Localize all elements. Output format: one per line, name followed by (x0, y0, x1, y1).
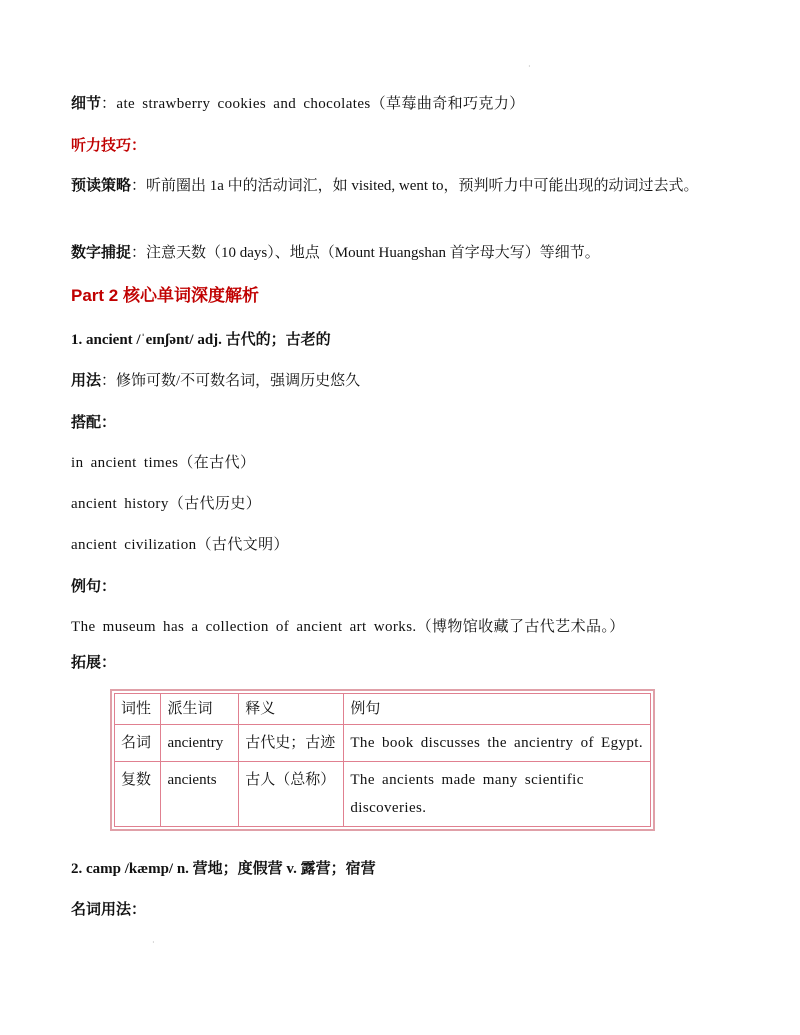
example-sentence: The museum has a collection of ancient art works.（博物馆收藏了古代艺术品。） (71, 619, 625, 635)
word1-usage (71, 371, 360, 391)
derivatives-table (110, 689, 655, 831)
bottom-mark: · (152, 938, 155, 947)
collocation-label: 搭配： (71, 415, 117, 431)
table-cell-example: The ancients made many scientific discoveries. (344, 762, 651, 827)
table-header-cell: 释义 (239, 694, 344, 725)
preview-text: ：听前圈出 1a 中的活动词汇，如 visited, went to，预判听力中可能出现的动词过去式。 (131, 178, 699, 194)
usage-text: ：修饰可数/不可数名词，强调历史悠久 (101, 373, 361, 389)
collocation-item: ancient civilization（古代文明） (71, 537, 289, 553)
listening-tips-title: 听力技巧： (71, 138, 147, 154)
table-row (115, 762, 651, 827)
preview-strategy (71, 172, 711, 200)
extension-label: 拓展： (71, 655, 117, 671)
collocation-item: ancient history（古代历史） (71, 496, 262, 512)
collocation-item: in ancient times（在古代） (71, 455, 256, 471)
table-header-cell: 派生词 (161, 694, 239, 725)
detail-line (71, 94, 525, 114)
table-cell-word: ancientry (161, 725, 239, 762)
table-cell-meaning: 古代史；古迹 (239, 725, 344, 762)
part2-title: Part 2 核心单词深度解析 (71, 286, 259, 305)
detail-label: 细节 (71, 96, 102, 112)
word2-heading: 2. camp /kæmp/ n. 营地；度假营 v. 露营；宿营 (71, 861, 376, 877)
table-header-cell: 例句 (344, 694, 651, 725)
noun-usage-label: 名词用法： (71, 902, 147, 918)
example-label: 例句： (71, 579, 117, 595)
table-cell-example: The book discusses the ancientry of Egypt. (344, 725, 651, 762)
number-capture (71, 243, 600, 263)
numbers-text: ：注意天数（10 days）、地点（Mount Huangshan 首字母大写）等细节。 (131, 245, 600, 261)
table-cell-pos: 名词 (115, 725, 161, 762)
table-cell-meaning: 古人（总称） (239, 762, 344, 827)
table-cell-pos: 复数 (115, 762, 161, 827)
top-mark: · (528, 62, 531, 71)
detail-text: ：ate strawberry cookies and chocolates（草莓曲奇和巧克力） (101, 96, 525, 112)
table-cell-word: ancients (161, 762, 239, 827)
numbers-label: 数字捕捉 (71, 245, 132, 261)
table-header-cell: 词性 (115, 694, 161, 725)
table-row (115, 725, 651, 762)
preview-label: 预读策略 (71, 178, 132, 194)
table-header-row (115, 694, 651, 725)
word1-heading: 1. ancient /ˈeɪnʃənt/ adj. 古代的；古老的 (71, 332, 331, 348)
usage-label: 用法 (71, 373, 102, 389)
